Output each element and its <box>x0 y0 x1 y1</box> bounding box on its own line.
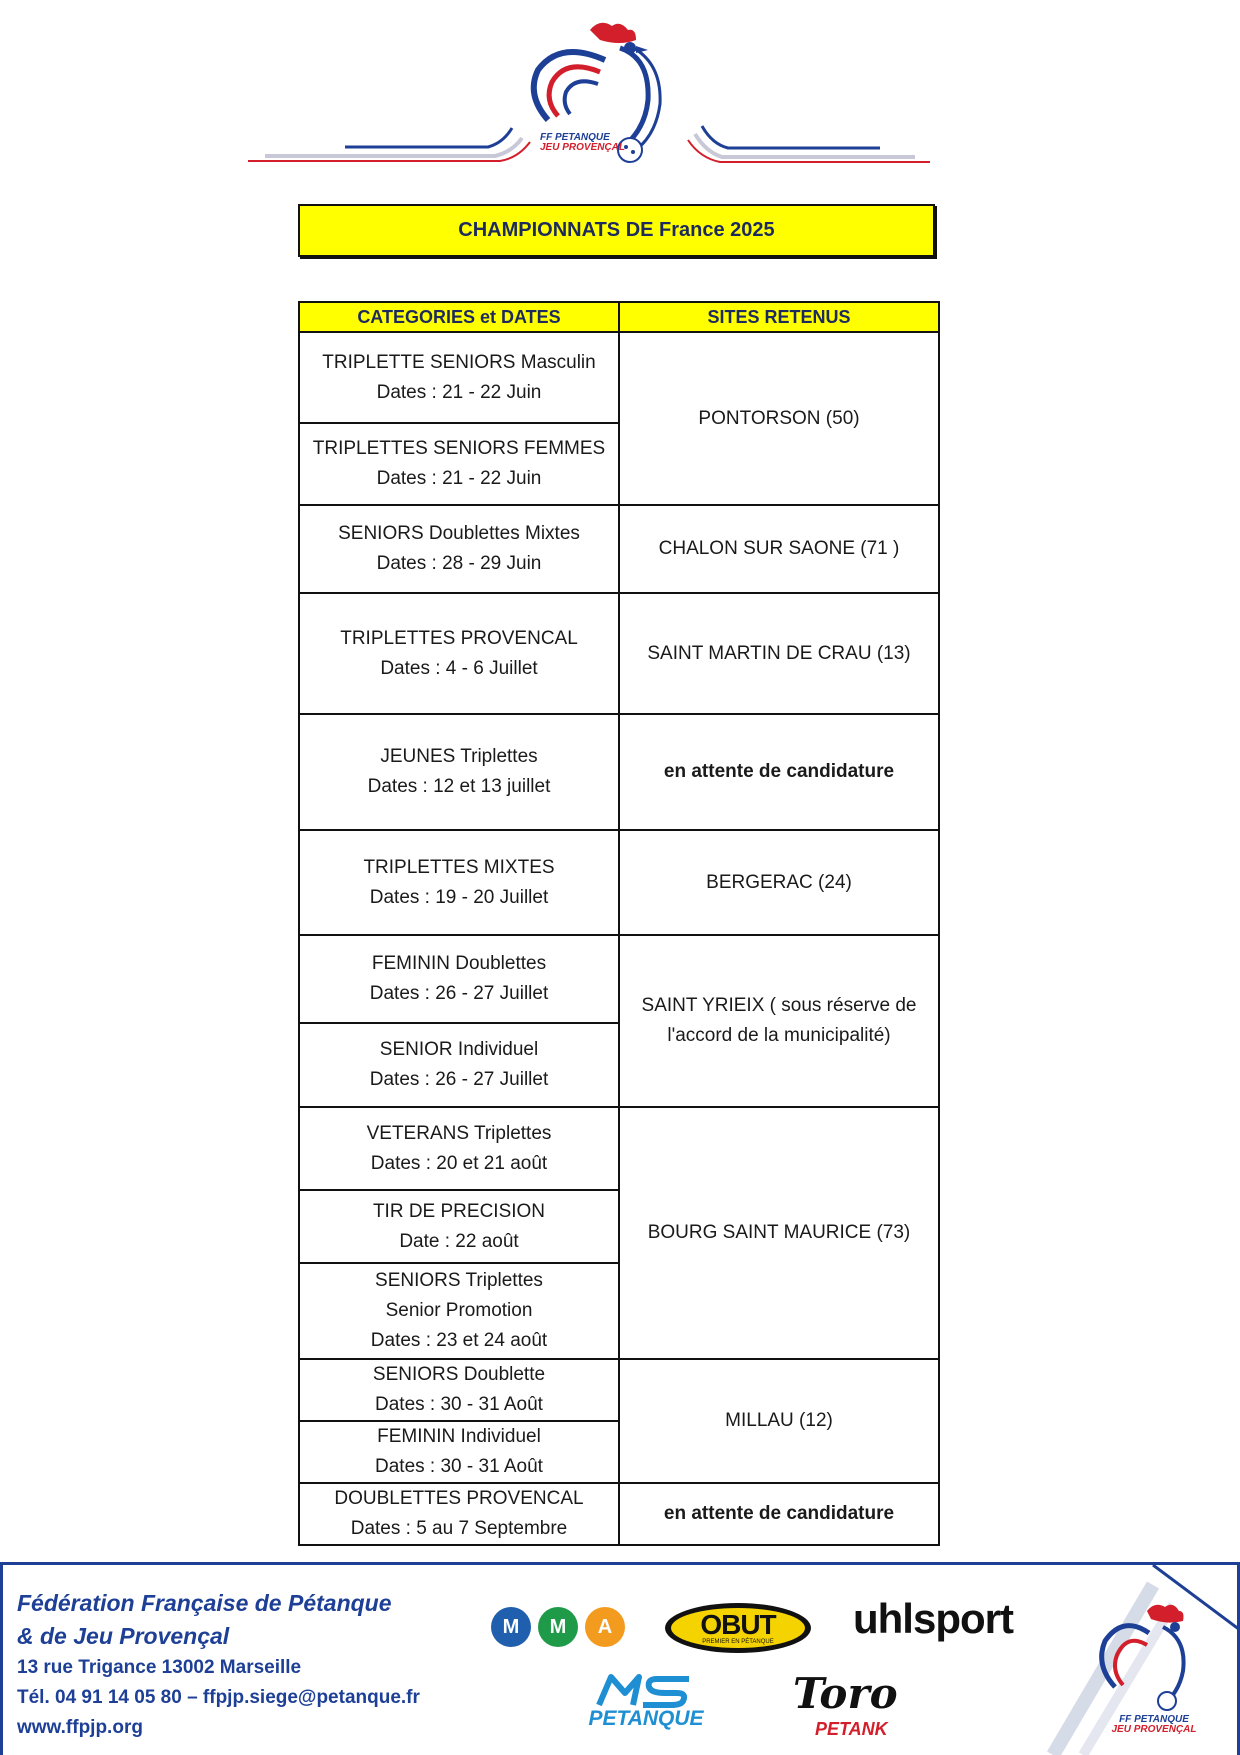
category-dates: Dates : 12 et 13 juillet <box>367 776 551 797</box>
site-name: SAINT YRIEIX ( sous réserve de <box>641 995 917 1016</box>
category-cell <box>299 714 619 830</box>
table-row <box>299 830 939 935</box>
category-name: FEMININ Individuel <box>377 1426 541 1447</box>
category-cell <box>299 935 619 1023</box>
site-name: BOURG SAINT MAURICE (73) <box>647 1222 911 1243</box>
site-name: CHALON SUR SAONE (71 ) <box>658 538 900 559</box>
site-cell <box>619 1359 939 1483</box>
category-name: FEMININ Doublettes <box>371 953 547 974</box>
category-dates: Date : 22 août <box>399 1230 519 1252</box>
category-dates: Dates : 21 - 22 Juin <box>376 468 542 489</box>
obut-tagline: PREMIER EN PÉTANQUE <box>702 1638 774 1645</box>
table-row <box>299 1483 939 1545</box>
ms-logo-icon <box>581 1673 711 1709</box>
category-subtitle: Senior Promotion <box>385 1300 533 1321</box>
footer-rooster-text <box>1099 1715 1209 1735</box>
header-logo-text <box>540 133 640 153</box>
toro-petank-sponsor-logo <box>789 1669 909 1749</box>
table-row <box>299 935 939 1023</box>
toro-sub-brand: PETANK <box>815 1719 888 1739</box>
site-cell <box>619 332 939 505</box>
site-name: MILLAU (12) <box>725 1410 833 1431</box>
rooster-logo-graphic <box>0 0 1240 180</box>
category-name: TIR DE PRECISION <box>372 1200 546 1222</box>
toro-brand: Toro <box>793 1669 898 1718</box>
category-dates: Dates : 26 - 27 Juillet <box>369 983 549 1004</box>
footer-rooster-logo <box>1063 1575 1240 1755</box>
category-name: DOUBLETTES PROVENCAL <box>334 1488 584 1509</box>
category-dates: Dates : 5 au 7 Septembre <box>350 1518 568 1539</box>
category-cell <box>299 1421 619 1483</box>
site-name: en attente de candidature <box>663 1503 895 1524</box>
footer <box>0 1562 1240 1755</box>
mma-sponsor-logo <box>491 1607 626 1649</box>
table-row <box>299 505 939 593</box>
category-dates: Dates : 28 - 29 Juin <box>376 553 542 574</box>
category-cell <box>299 1263 619 1359</box>
site-cell <box>619 505 939 593</box>
site-cell <box>619 714 939 830</box>
table-row <box>299 593 939 714</box>
header-categories: CATEGORIES et DATES <box>299 302 619 332</box>
category-cell <box>299 1107 619 1190</box>
category-dates: Dates : 30 - 31 Août <box>375 1394 543 1415</box>
footer-rooster-line2: JEU PROVENÇAL <box>1111 1724 1197 1735</box>
site-cell <box>619 1483 939 1545</box>
page-title: CHAMPIONNATS DE France 2025 <box>458 219 775 241</box>
category-dates: Dates : 23 et 24 août <box>370 1330 548 1351</box>
category-cell <box>299 1190 619 1263</box>
championship-schedule-table <box>298 301 940 1546</box>
header-logo-line1: FF PETANQUE <box>540 132 610 143</box>
category-cell <box>299 423 619 505</box>
mma-letter: A <box>585 1607 625 1647</box>
category-dates: Dates : 21 - 22 Juin <box>376 381 542 403</box>
table-row <box>299 1359 939 1421</box>
header-logo-line2: JEU PROVENÇAL <box>540 142 626 153</box>
category-dates: Dates : 4 - 6 Juillet <box>380 657 538 679</box>
category-cell <box>299 1023 619 1107</box>
footer-rooster-line1: FF PETANQUE <box>1119 1714 1189 1725</box>
header-sites: SITES RETENUS <box>619 302 939 332</box>
site-note: l'accord de la municipalité) <box>667 1025 891 1046</box>
mma-letter: M <box>491 1607 531 1647</box>
ms-petanque-sponsor-logo <box>581 1673 711 1748</box>
obut-sponsor-logo <box>665 1603 811 1653</box>
category-dates: Dates : 26 - 27 Juillet <box>369 1069 549 1090</box>
category-dates: Dates : 19 - 20 Juillet <box>369 886 549 908</box>
site-cell <box>619 830 939 935</box>
federation-contact: Tél. 04 91 14 05 80 – ffpjp.siege@petanque.fr <box>17 1687 420 1708</box>
category-name: TRIPLETTES SENIORS FEMMES <box>312 438 606 459</box>
category-name: TRIPLETTES PROVENCAL <box>340 627 578 649</box>
site-name: PONTORSON (50) <box>698 407 860 429</box>
category-name: JEUNES Triplettes <box>380 746 538 767</box>
category-dates: Dates : 20 et 21 août <box>370 1152 548 1174</box>
rooster-icon <box>1063 1575 1240 1715</box>
category-cell <box>299 1359 619 1421</box>
obut-brand: OBUT <box>700 1608 776 1640</box>
category-cell <box>299 505 619 593</box>
site-name: en attente de candidature <box>663 761 895 782</box>
table-row <box>299 1107 939 1190</box>
category-dates: Dates : 30 - 31 Août <box>375 1456 543 1477</box>
category-name: SENIORS Doublettes Mixtes <box>338 523 580 544</box>
federation-address: 13 rue Trigance 13002 Marseille <box>17 1657 302 1678</box>
uhlsport-sponsor-logo: uhlsport <box>853 1595 1013 1642</box>
category-cell <box>299 830 619 935</box>
mma-letter: M <box>538 1607 578 1647</box>
category-name: SENIORS Doublette <box>372 1364 546 1385</box>
category-name: SENIOR Individuel <box>379 1039 539 1060</box>
table-row <box>299 332 939 423</box>
federation-name-line1: Fédération Française de Pétanque <box>17 1590 392 1616</box>
category-cell <box>299 332 619 423</box>
site-name: BERGERAC (24) <box>706 871 852 893</box>
title-banner <box>298 204 935 257</box>
category-name: VETERANS Triplettes <box>366 1122 552 1144</box>
ms-brand: PETANQUE <box>588 1707 704 1730</box>
federation-contact-block <box>17 1587 457 1743</box>
category-cell <box>299 1483 619 1545</box>
category-cell <box>299 593 619 714</box>
federation-name-line2: & de Jeu Provençal <box>17 1623 230 1649</box>
category-name: TRIPLETTES MIXTES <box>363 856 555 878</box>
category-name: SENIORS Triplettes <box>375 1270 543 1291</box>
table-header-row <box>299 302 939 332</box>
table-row <box>299 714 939 830</box>
site-cell <box>619 593 939 714</box>
site-name: SAINT MARTIN DE CRAU (13) <box>647 642 911 664</box>
site-cell <box>619 1107 939 1359</box>
category-name: TRIPLETTE SENIORS Masculin <box>322 351 596 373</box>
site-cell <box>619 935 939 1107</box>
federation-website-link[interactable]: www.ffpjp.org <box>17 1717 143 1738</box>
ffpjp-header-logo <box>0 0 1240 180</box>
